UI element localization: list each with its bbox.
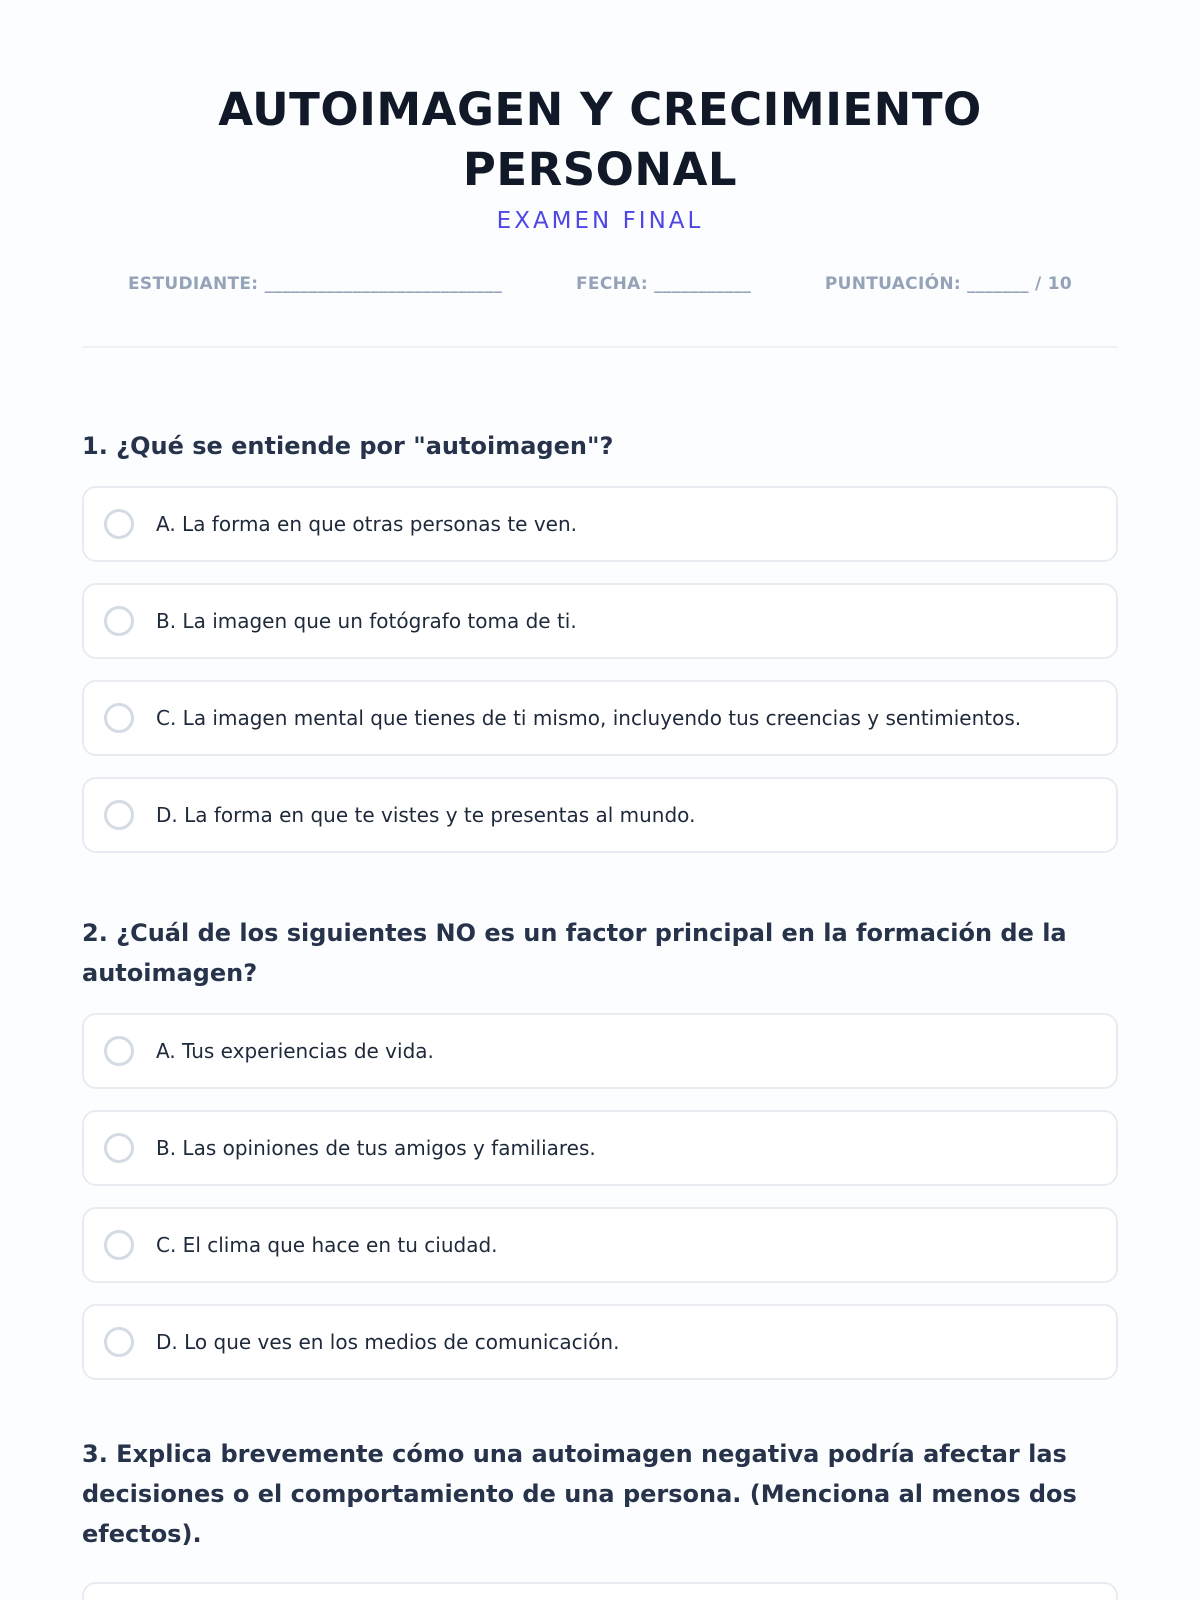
- option-c[interactable]: [82, 680, 1118, 756]
- question-text: 1. ¿Qué se entiende por "autoimagen"?: [82, 432, 614, 460]
- radio-button[interactable]: [104, 1036, 134, 1066]
- question-1: [82, 426, 1118, 853]
- radio-button[interactable]: [104, 703, 134, 733]
- radio-button[interactable]: [104, 509, 134, 539]
- question-text: 2. ¿Cuál de los siguientes NO es un factor principal en la formación de la autoimagen?: [82, 919, 1067, 987]
- student-info-row: [128, 274, 1072, 294]
- radio-button[interactable]: [104, 606, 134, 636]
- option-label: B. Las opiniones de tus amigos y familiares.: [156, 1136, 596, 1160]
- radio-button[interactable]: [104, 1133, 134, 1163]
- radio-button[interactable]: [104, 1230, 134, 1260]
- option-label: D. Lo que ves en los medios de comunicación.: [156, 1330, 620, 1354]
- date-field[interactable]: FECHA: ___________: [576, 274, 752, 294]
- option-label: A. Tus experiencias de vida.: [156, 1039, 434, 1063]
- option-a[interactable]: [82, 486, 1118, 562]
- exam-subtitle: EXAMEN FINAL: [496, 208, 704, 234]
- radio-button[interactable]: [104, 1327, 134, 1357]
- radio-button[interactable]: [104, 800, 134, 830]
- options-list: [82, 486, 1118, 853]
- option-c[interactable]: [82, 1207, 1118, 1283]
- option-label: C. El clima que hace en tu ciudad.: [156, 1233, 498, 1257]
- question-3: [82, 1434, 1118, 1600]
- student-name-field[interactable]: ESTUDIANTE: ___________________________: [128, 274, 503, 294]
- option-label: B. La imagen que un fotógrafo toma de ti.: [156, 609, 577, 633]
- option-label: A. La forma en que otras personas te ven.: [156, 512, 578, 536]
- option-label: D. La forma en que te vistes y te presentas al mundo.: [156, 803, 696, 827]
- option-d[interactable]: [82, 777, 1118, 853]
- option-b[interactable]: [82, 583, 1118, 659]
- options-list: [82, 1013, 1118, 1380]
- header-divider: [82, 346, 1118, 348]
- question-text: 3. Explica brevemente cómo una autoimagen negativa podría afectar las decisiones o el comportamiento de una persona. (Menciona al menos dos efectos).: [82, 1440, 1077, 1548]
- answer-textarea[interactable]: [82, 1582, 1118, 1600]
- score-field: PUNTUACIÓN: _______ / 10: [824, 274, 1072, 294]
- option-a[interactable]: [82, 1013, 1118, 1089]
- option-label: C. La imagen mental que tienes de ti mismo, incluyendo tus creencias y sentimientos.: [156, 706, 1022, 730]
- option-d[interactable]: [82, 1304, 1118, 1380]
- exam-title: AUTOIMAGEN Y CRECIMIENTO PERSONAL: [218, 83, 982, 196]
- option-b[interactable]: [82, 1110, 1118, 1186]
- exam-header: [82, 0, 1118, 234]
- question-2: [82, 913, 1118, 1380]
